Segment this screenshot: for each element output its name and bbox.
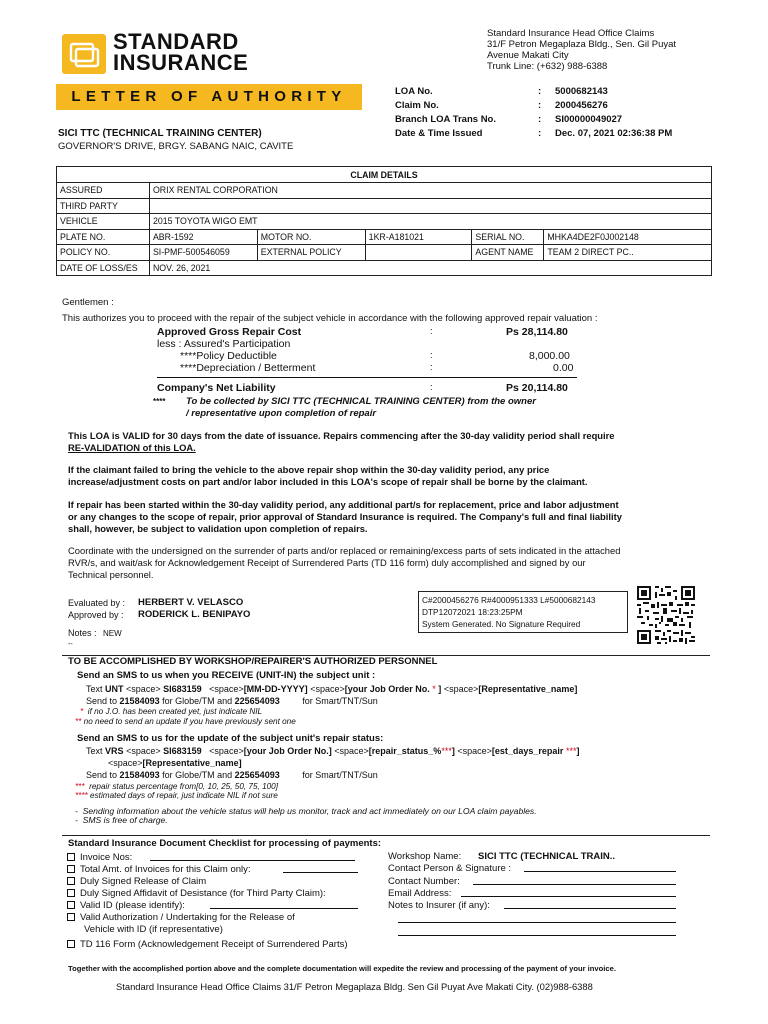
document-title: LETTER OF AUTHORITY xyxy=(56,84,362,110)
coordinate-line: RVR/s, and wait/ask for Acknowledgement Receipt of Surrendered Parts (TD 116 form) duly accomplished and signed by our xyxy=(68,557,586,568)
repair-shop-address: GOVERNOR'S DRIVE, BRGY. SABANG NAIC, CAVITE xyxy=(58,141,294,152)
red-star: **** xyxy=(75,791,88,800)
status-update-heading: Send an SMS to us for the update of the subject unit's repair status: xyxy=(77,733,384,744)
gross-repair-label: Approved Gross Repair Cost xyxy=(157,326,302,338)
date-issued-label: Date & Time Issued xyxy=(395,128,483,139)
est-days-token: [est_days_repair xyxy=(491,746,564,756)
email-field[interactable] xyxy=(461,896,676,897)
for-globe-label: for Globe/TM and xyxy=(162,696,233,706)
total-amount-field[interactable] xyxy=(283,872,358,873)
space-token: <space> xyxy=(108,758,143,768)
agent-name-label: AGENT NAME xyxy=(472,245,544,261)
claim-no-label: Claim No. xyxy=(395,100,439,111)
status-send-to xyxy=(86,770,378,780)
status-template-rep xyxy=(108,758,242,768)
external-policy-label: EXTERNAL POLICY xyxy=(257,245,365,261)
notes-extra: -- xyxy=(68,641,73,648)
validity-term xyxy=(68,430,708,454)
checklist-item[interactable] xyxy=(67,912,295,923)
globe-number: 21584093 xyxy=(119,696,160,706)
table-row xyxy=(57,245,712,261)
checklist-item[interactable] xyxy=(67,852,132,863)
motor-value: 1KR-A181021 xyxy=(365,229,472,245)
policy-label: POLICY NO. xyxy=(57,245,150,261)
repair-status-token: [repair_status_% xyxy=(368,746,442,756)
table-row xyxy=(57,260,712,276)
system-ref-line: C#2000456276 R#4000951333 L#5000682143 xyxy=(422,595,596,605)
checkbox[interactable] xyxy=(67,877,75,885)
repair-started-line: or any changes to the scope of repair, prior approval of Standard Insurance is required. The Company's full and final liability xyxy=(68,511,622,522)
globe-number: 21584093 xyxy=(119,770,160,780)
agent-name-value: TEAM 2 DIRECT PC.. xyxy=(544,245,712,261)
branch-loa-label: Branch LOA Trans No. xyxy=(395,114,496,125)
checklist-item-label: Valid ID (please identify): xyxy=(80,900,185,911)
evaluated-by-name: HERBERT V. VELASCO xyxy=(138,597,244,608)
header-address-line: Standard Insurance Head Office Claims xyxy=(487,28,655,39)
greeting: Gentlemen : xyxy=(62,297,114,308)
checklist-item-label: Valid Authorization / Undertaking for the Release of xyxy=(80,912,295,923)
notes-label: Notes : xyxy=(68,628,97,638)
send-to-label: Send to xyxy=(86,696,118,706)
status-note-2 xyxy=(75,791,278,800)
checkbox[interactable] xyxy=(67,913,75,921)
space-token: <space> xyxy=(209,684,244,694)
depreciation-colon: : xyxy=(430,362,433,373)
notes-to-insurer-label: Notes to Insurer (if any): xyxy=(388,900,490,911)
net-colon: : xyxy=(430,382,433,393)
unit-in-heading: Send an SMS to us when you RECEIVE (UNIT-IN) the subject unit : xyxy=(77,670,376,681)
policy-deductible-value: 8,000.00 xyxy=(529,350,570,362)
approved-by-name: RODERICK L. BENIPAYO xyxy=(138,609,251,620)
qr-code-icon xyxy=(634,586,698,644)
assured-label: ASSURED xyxy=(57,183,150,199)
checkbox[interactable] xyxy=(67,940,75,948)
coordinate-line: Coordinate with the undersigned on the surrender of parts and/or replaced or remaining/excess parts of sets indicated in the attached xyxy=(68,545,621,556)
repair-shop-name: SICI TTC (TECHNICAL TRAINING CENTER) xyxy=(58,128,262,139)
text-word: Text xyxy=(86,684,103,694)
checklist-item[interactable] xyxy=(67,864,251,875)
date-format: [MM-DD-YYYY] xyxy=(243,684,308,694)
loa-no-label: LOA No. xyxy=(395,86,433,97)
table-row xyxy=(57,198,712,214)
system-generated-box xyxy=(418,591,628,633)
collection-note-line2: / representative upon completion of repair xyxy=(186,408,377,419)
date-of-loss-label: DATE OF LOSS/ES xyxy=(57,260,150,276)
unit-in-send-to xyxy=(86,696,378,706)
for-smart-label: for Smart/TNT/Sun xyxy=(302,696,378,706)
header-address-line: Trunk Line: (+632) 988-6388 xyxy=(487,61,608,72)
checklist-item-label: Duly Signed Release of Claim xyxy=(80,876,207,887)
checklist-item[interactable] xyxy=(67,939,348,950)
unit-note-1 xyxy=(80,707,262,716)
authorization-intro: This authorizes you to proceed with the repair of the subject vehicle in accordance with the following approved repair valuation : xyxy=(62,313,598,324)
checklist-item[interactable] xyxy=(67,900,185,911)
email-label: Email Address: xyxy=(388,888,452,899)
red-star: * xyxy=(80,707,84,716)
table-row xyxy=(57,229,712,245)
brand-name-line2: INSURANCE xyxy=(113,50,249,75)
system-note-line: System Generated. No Signature Required xyxy=(422,619,581,629)
contact-number-field[interactable] xyxy=(473,884,676,885)
est-days-close: ] xyxy=(576,746,580,756)
date-of-loss-value: NOV. 26, 2021 xyxy=(149,260,711,276)
evaluated-by-label: Evaluated by : xyxy=(68,598,126,608)
depreciation-label: ****Depreciation / Betterment xyxy=(180,362,316,374)
collection-note-line1: To be collected by SICI TTC (TECHNICAL TRAINING CENTER) from the owner xyxy=(186,396,536,407)
contact-person-field[interactable] xyxy=(524,871,676,872)
red-star: *** xyxy=(565,746,577,756)
sms-note-text: SMS is free of charge. xyxy=(82,815,168,825)
status-note-text: repair status percentage from[0, 10, 25, 50, 75, 100] xyxy=(89,782,279,791)
branch-loa-value: SI00000049027 xyxy=(555,114,623,125)
footer-address: Standard Insurance Head Office Claims 31/F Petron Megaplaza Bldg. Sen Gil Puyat Ave Makati City. (02)988-6388 xyxy=(116,981,593,992)
unit-note-text: no need to send an update if you have previously sent one xyxy=(83,717,296,726)
checklist-item-label: Total Amt. of Invoices for this Claim only: xyxy=(80,864,251,875)
validity-line: This LOA is VALID for 30 days from the date of issuance. Repairs commencing after the 30-day validity period shall require xyxy=(68,430,615,441)
standard-insurance-logo-icon xyxy=(62,34,106,74)
red-star: * xyxy=(432,684,436,694)
coordinate-term xyxy=(68,545,708,581)
vehicle-label: VEHICLE xyxy=(57,214,150,230)
claim-details-table xyxy=(56,166,712,276)
job-order-close: ] xyxy=(438,684,442,694)
closing-note: Together with the accomplished portion above and the complete documentation will expedite the review and processing of the payment of your invoice. xyxy=(68,964,616,973)
claimant-term xyxy=(68,464,708,488)
checkbox[interactable] xyxy=(67,889,75,897)
workshop-name-label: Workshop Name: xyxy=(388,851,462,862)
coordinate-line: Technical personnel. xyxy=(68,569,154,580)
contact-number-label: Contact Number: xyxy=(388,876,460,887)
net-liability-value: Ps 20,114.80 xyxy=(506,382,568,394)
table-row xyxy=(57,183,712,199)
header-address-line: 31/F Petron Megaplaza Bldg., Sen. Gil Puyat xyxy=(487,39,677,50)
unit-note-2 xyxy=(75,717,296,726)
dash: - xyxy=(75,815,78,825)
table-row xyxy=(57,214,712,230)
checkbox[interactable] xyxy=(67,901,75,909)
repair-started-line: If repair has been started within the 30-day validity period, any additional part/s for replacement, price and labor adjustment xyxy=(68,499,619,510)
repair-started-line: shall, however, be subject to validation upon completion of repairs. xyxy=(68,523,368,534)
date-issued-colon: : xyxy=(538,128,542,139)
smart-number: 225654093 xyxy=(234,696,280,706)
gross-colon: : xyxy=(430,326,433,337)
smart-number: 225654093 xyxy=(234,770,280,780)
notes-to-insurer-field[interactable] xyxy=(504,908,676,909)
claimant-line: If the claimant failed to bring the vehicle to the above repair shop within the 30-day validity period, any price xyxy=(68,464,550,475)
unit-note-text: if no J.O. has been created yet, just indicate NIL xyxy=(87,707,263,716)
for-globe-label: for Globe/TM and xyxy=(162,770,233,780)
checkbox[interactable] xyxy=(67,865,75,873)
status-template xyxy=(86,746,579,756)
header-address-line: Avenue Makati City xyxy=(487,50,569,61)
status-note-1 xyxy=(75,782,278,791)
space-token: <space> xyxy=(457,746,492,756)
space-token: <space> xyxy=(209,746,244,756)
divider xyxy=(157,377,577,378)
depreciation-value: 0.00 xyxy=(553,362,574,374)
contact-person-label: Contact Person & Signature : xyxy=(388,863,512,874)
notes-value: NEW xyxy=(103,629,122,638)
claim-details-title: CLAIM DETAILS xyxy=(57,167,712,183)
rep-name-token: [Representative_name] xyxy=(142,758,242,768)
red-star: *** xyxy=(441,746,452,756)
valid-id-field[interactable] xyxy=(210,908,358,909)
serial-label: SERIAL NO. xyxy=(472,229,544,245)
unit-code: UNT xyxy=(105,684,124,694)
notes-to-insurer-field-line2[interactable] xyxy=(398,922,676,923)
text-word: Text xyxy=(86,746,103,756)
gross-repair-value: Ps 28,114.80 xyxy=(506,326,568,338)
space-token: <space> xyxy=(443,684,479,694)
checklist-item[interactable] xyxy=(67,888,326,899)
plate-label: PLATE NO. xyxy=(57,229,150,245)
checklist-item-label: Duly Signed Affidavit of Desistance (for Third Party Claim): xyxy=(80,888,326,899)
for-smart-label: for Smart/TNT/Sun xyxy=(302,770,378,780)
sms-note-text: Sending information about the vehicle status will help us monitor, track and act immediately on our LOA claim payables. xyxy=(82,806,537,816)
status-code: VRS xyxy=(105,746,124,756)
workshop-section-title: TO BE ACCOMPLISHED BY WORKSHOP/REPAIRER'S AUTHORIZED PERSONNEL xyxy=(68,656,438,667)
validity-line: RE-VALIDATION of this LOA. xyxy=(68,442,196,453)
space-token: <space> xyxy=(334,746,369,756)
red-star: ** xyxy=(75,717,82,726)
red-star: *** xyxy=(75,782,85,791)
policy-deductible-label: ****Policy Deductible xyxy=(180,350,277,362)
send-to-label: Send to xyxy=(86,770,118,780)
invoice-nos-field[interactable] xyxy=(150,860,355,861)
checkbox[interactable] xyxy=(67,853,75,861)
claim-no-colon: : xyxy=(538,100,542,111)
loa-no-colon: : xyxy=(538,86,542,97)
third-party-value xyxy=(149,198,711,214)
system-timestamp-line: DTP12072021 18:23:25PM xyxy=(422,607,523,617)
job-order-token: [your Job Order No. xyxy=(344,684,430,694)
net-liability-label: Company's Net Liability xyxy=(157,382,276,394)
less-participation-label: less : Assured's Participation xyxy=(157,338,291,350)
space-token: <space> xyxy=(126,746,161,756)
claimant-line: increase/adjustment costs on part and/or labor included in this LOA's scope of repair shall be borne by the claimant. xyxy=(68,476,588,487)
shop-code: SI683159 xyxy=(163,746,202,756)
checklist-item-label: TD 116 Form (Acknowledgement Receipt of Surrendered Parts) xyxy=(80,939,348,950)
plate-value: ABR-1592 xyxy=(149,229,257,245)
branch-loa-colon: : xyxy=(538,114,542,125)
rep-name-token: [Representative_name] xyxy=(478,684,578,694)
unit-in-template xyxy=(86,684,577,694)
claim-no-value: 2000456276 xyxy=(555,100,608,111)
serial-value: MHKA4DE2F0J002148 xyxy=(544,229,712,245)
checklist-title: Standard Insurance Document Checklist for processing of payments: xyxy=(68,838,382,849)
brand-name-line1: STANDARD xyxy=(113,29,239,54)
motor-label: MOTOR NO. xyxy=(257,229,365,245)
loa-no-value: 5000682143 xyxy=(555,86,608,97)
notes-to-insurer-field-line3[interactable] xyxy=(398,935,676,936)
table-row xyxy=(57,167,712,183)
shop-code: SI683159 xyxy=(163,684,202,694)
external-policy-value xyxy=(365,245,472,261)
assured-value: ORIX RENTAL CORPORATION xyxy=(149,183,711,199)
workshop-name-value: SICI TTC (TECHNICAL TRAIN.. xyxy=(478,851,616,862)
checklist-item[interactable] xyxy=(67,876,206,887)
divider xyxy=(62,835,710,836)
vehicle-value: 2015 TOYOTA WIGO EMT xyxy=(149,214,711,230)
job-order-token: [your Job Order No.] xyxy=(243,746,332,756)
space-token: <space> xyxy=(310,684,345,694)
collection-note-stars: **** xyxy=(153,397,166,406)
date-issued-value: Dec. 07, 2021 02:36:38 PM xyxy=(555,128,673,139)
repair-started-term xyxy=(68,499,708,535)
space-token: <space> xyxy=(126,684,161,694)
dash: - xyxy=(75,806,78,816)
third-party-label: THIRD PARTY xyxy=(57,198,150,214)
policy-value: SI-PMF-500546059 xyxy=(149,245,257,261)
sms-note-2 xyxy=(75,815,168,825)
deductible-colon: : xyxy=(430,350,433,361)
header-address xyxy=(487,28,676,72)
status-note-text: estimated days of repair, just indicate NIL if not sure xyxy=(90,791,278,800)
checklist-item-continuation: Vehicle with ID (if representative) xyxy=(84,924,223,935)
repair-status-close: ] xyxy=(451,746,455,756)
checklist-item-label: Invoice Nos: xyxy=(80,852,133,863)
approved-by-label: Approved by : xyxy=(68,610,124,620)
